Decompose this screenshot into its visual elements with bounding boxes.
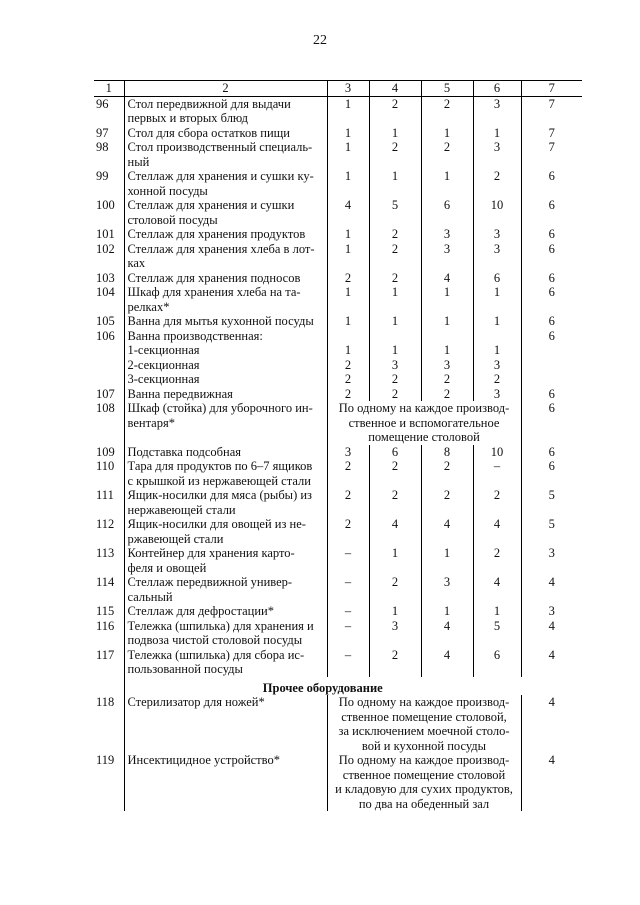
cell-c6: 1	[473, 314, 521, 329]
cell-c6: 4	[473, 575, 521, 604]
cell-c4: 6	[369, 445, 421, 460]
row-number: 107	[94, 387, 124, 402]
cell-c7: 6	[548, 401, 555, 415]
cell-c7: 7	[548, 125, 555, 140]
item-name	[124, 96, 327, 126]
cell-c4: 5	[369, 198, 421, 227]
item-name	[124, 314, 327, 329]
cell-c7: 6	[548, 285, 555, 299]
cell-c7: 3	[548, 604, 555, 618]
cell-c5: 8	[421, 445, 473, 460]
span-note-line: ственное помещение столовой,	[341, 709, 507, 724]
equipment-table	[94, 80, 582, 811]
cell-c4: 1	[369, 546, 421, 575]
cell-c6: 3	[473, 96, 521, 126]
cell-c7: 4	[548, 647, 555, 662]
cell-c6: 3	[473, 227, 521, 242]
item-name-line: Тележка (шпилька) для хранения и	[127, 618, 314, 633]
item-name-line: Стеллаж для хранения продуктов	[127, 227, 306, 241]
item-name	[124, 445, 327, 460]
item-name-line: Контейнер для хранения карто-	[127, 546, 295, 560]
row-number: 114	[94, 575, 124, 604]
item-name	[124, 517, 327, 546]
column-header-5: 5	[421, 81, 473, 97]
row-number: 119	[94, 753, 124, 811]
span-note-line: По одному на каждое производ-	[338, 695, 510, 709]
cell-c4: 3	[369, 619, 421, 648]
cell-c4: 1	[369, 285, 421, 314]
row-number: 102	[94, 242, 124, 271]
cell-c4: 4	[369, 517, 421, 546]
item-name-line: столовой посуды	[127, 212, 218, 227]
table-row	[94, 271, 582, 286]
cell-c3: 1	[327, 242, 369, 271]
table-row	[94, 619, 582, 648]
column-header-6: 6	[473, 81, 521, 97]
cell-c5: 3	[421, 358, 473, 373]
cell-c7: 6	[548, 328, 555, 343]
cell-c4: 2	[369, 227, 421, 242]
item-name	[124, 619, 327, 648]
cell-c3: 1	[327, 126, 369, 141]
table-row	[94, 648, 582, 677]
span-note-line: По одному на каждое производ-	[338, 401, 510, 415]
item-name-line: ный	[127, 154, 150, 169]
cell-c5: 2	[421, 372, 473, 387]
item-name-line: первых и вторых блюд	[127, 111, 248, 125]
row-number: 115	[94, 604, 124, 619]
cell-c3: 3	[327, 445, 369, 460]
span-note	[327, 695, 521, 753]
cell-c5: 1	[421, 169, 473, 198]
table-row	[94, 140, 582, 169]
table-row	[94, 695, 582, 753]
table-row	[94, 329, 582, 344]
item-name-line: Шкаф для хранения хлеба на та-	[127, 285, 301, 299]
cell-c3: –	[327, 648, 369, 677]
row-number: 109	[94, 445, 124, 460]
cell-c3	[327, 329, 369, 344]
item-name	[124, 329, 327, 344]
cell-c7: 4	[548, 575, 555, 589]
item-name	[124, 753, 327, 811]
item-name	[124, 285, 327, 314]
item-name-line: Ящик-носилки для мяса (рыбы) из	[127, 488, 312, 502]
item-name	[124, 546, 327, 575]
cell-c5: 3	[421, 227, 473, 242]
row-number: 111	[94, 488, 124, 517]
cell-c7: 4	[548, 695, 555, 709]
cell-c4: 2	[369, 387, 421, 402]
cell-c3: 1	[327, 169, 369, 198]
row-number: 97	[94, 126, 124, 141]
cell-c5: 2	[421, 140, 473, 169]
table-row	[94, 343, 582, 358]
cell-c5: 4	[421, 648, 473, 677]
cell-c6: 2	[473, 488, 521, 517]
row-number: 100	[94, 198, 124, 227]
cell-c3: 1	[327, 343, 369, 358]
table-row	[94, 445, 582, 460]
page-number: 22	[313, 33, 327, 48]
cell-c3: –	[327, 619, 369, 648]
cell-c6: 1	[473, 126, 521, 141]
row-number: 101	[94, 227, 124, 242]
cell-c4: 2	[369, 96, 421, 126]
item-name-line: 1-секционная	[127, 343, 200, 357]
item-name-line: Подставка подсобная	[127, 444, 242, 459]
cell-c3: 2	[327, 358, 369, 373]
table-row	[94, 372, 582, 387]
cell-c5: 1	[421, 604, 473, 619]
cell-c7: 6	[548, 314, 555, 328]
cell-c3: 1	[327, 96, 369, 126]
table-row	[94, 575, 582, 604]
table-row	[94, 242, 582, 271]
cell-c5: 4	[421, 271, 473, 286]
table-row	[94, 604, 582, 619]
item-name	[124, 140, 327, 169]
item-name-line: Стеллаж передвижной универ-	[127, 575, 293, 589]
item-name-line: сальный	[127, 589, 173, 604]
column-header-7: 7	[521, 81, 582, 97]
cell-c6: 2	[473, 546, 521, 575]
cell-c5: 4	[421, 619, 473, 648]
cell-c7: 6	[548, 198, 555, 212]
item-name-line: Стол производственный специаль-	[127, 140, 313, 154]
cell-c6: 10	[473, 445, 521, 460]
cell-c6: 1	[473, 285, 521, 314]
item-name-line: Инсектицидное устройство*	[127, 753, 280, 767]
cell-c5: 2	[421, 459, 473, 488]
item-name	[124, 227, 327, 242]
item-name-line: Стол для сбора остатков пищи	[127, 125, 290, 140]
cell-c7: 6	[548, 169, 555, 183]
item-name-line: с крышкой из нержавеющей стали	[127, 473, 311, 488]
table-row	[94, 753, 582, 811]
item-name-line: Ванна производственная:	[127, 328, 263, 343]
item-name-line: Стеллаж для хранения хлеба в лот-	[127, 241, 315, 256]
cell-c7	[521, 358, 582, 373]
item-name-line: Стеллаж для дефростации*	[127, 604, 274, 618]
cell-c7: 5	[548, 517, 555, 531]
cell-c4	[369, 329, 421, 344]
table-row	[94, 517, 582, 546]
cell-c7	[521, 372, 582, 387]
row-number: 110	[94, 459, 124, 488]
cell-c5: 6	[421, 198, 473, 227]
cell-c6: 2	[473, 372, 521, 387]
item-name-line: 3-секционная	[127, 372, 200, 386]
cell-c4: 2	[369, 575, 421, 604]
row-number: 116	[94, 619, 124, 648]
item-name	[124, 604, 327, 619]
item-name-line: Стерилизатор для ножей*	[127, 695, 265, 709]
row-number: 103	[94, 271, 124, 286]
cell-c7: 7	[548, 96, 555, 111]
row-number	[94, 372, 124, 387]
cell-c6	[473, 329, 521, 344]
column-header-1: 1	[94, 81, 124, 97]
cell-c6: –	[473, 459, 521, 488]
row-number: 96	[94, 96, 124, 126]
cell-c5: 2	[421, 387, 473, 402]
span-note-line: По одному на каждое производ-	[338, 753, 510, 767]
cell-c3: 2	[327, 459, 369, 488]
table-row	[94, 387, 582, 402]
section-row	[94, 677, 582, 696]
span-note-line: и кладовую для сухих продуктов,	[335, 782, 513, 796]
cell-c7	[521, 343, 582, 358]
cell-c3: 1	[327, 314, 369, 329]
item-name-line: нержавеющей стали	[127, 502, 236, 517]
cell-c3: 2	[327, 517, 369, 546]
cell-c7: 6	[548, 241, 555, 256]
cell-c4: 2	[369, 648, 421, 677]
cell-c4: 1	[369, 314, 421, 329]
row-number: 118	[94, 695, 124, 753]
cell-c6: 10	[473, 198, 521, 227]
cell-c4: 3	[369, 358, 421, 373]
cell-c5: 1	[421, 546, 473, 575]
table-row	[94, 96, 582, 126]
row-number: 98	[94, 140, 124, 169]
item-name-line: Стеллаж для хранения и сушки ку-	[127, 169, 314, 183]
item-name-line: подвоза чистой столовой посуды	[127, 633, 303, 647]
cell-c4: 2	[369, 242, 421, 271]
cell-c4: 1	[369, 169, 421, 198]
table-row	[94, 314, 582, 329]
item-name-line: Тара для продуктов по 6–7 ящиков	[127, 459, 313, 473]
item-name	[124, 401, 327, 445]
cell-c6: 3	[473, 358, 521, 373]
item-name	[124, 271, 327, 286]
cell-c6: 4	[473, 517, 521, 546]
table-row	[94, 546, 582, 575]
item-name-line: Тележка (шпилька) для сбора ис-	[127, 647, 305, 662]
section-empty	[521, 677, 582, 696]
cell-c7: 6	[548, 227, 555, 241]
item-name-line: вентаря*	[127, 415, 175, 430]
row-number: 117	[94, 648, 124, 677]
cell-c3: –	[327, 604, 369, 619]
item-name	[124, 648, 327, 677]
cell-c7: 5	[548, 488, 555, 502]
row-number	[94, 358, 124, 373]
item-name-line: релках*	[127, 299, 170, 314]
cell-c6: 1	[473, 343, 521, 358]
cell-c4: 2	[369, 372, 421, 387]
cell-c3: 1	[327, 227, 369, 242]
cell-c7: 6	[548, 386, 555, 401]
item-name	[124, 198, 327, 227]
column-header-3: 3	[327, 81, 369, 97]
table-row	[94, 126, 582, 141]
cell-c7: 4	[548, 618, 555, 633]
item-name	[124, 488, 327, 517]
cell-c5: 2	[421, 96, 473, 126]
span-note	[327, 753, 521, 811]
span-note	[327, 401, 521, 445]
item-name-line: Ящик-носилки для овощей из не-	[127, 517, 306, 531]
span-note-line: за исключением моечной столо-	[338, 724, 510, 738]
row-number: 99	[94, 169, 124, 198]
cell-c4: 2	[369, 140, 421, 169]
cell-c7: 7	[548, 140, 555, 154]
cell-c6: 5	[473, 619, 521, 648]
table-row	[94, 169, 582, 198]
table-row	[94, 488, 582, 517]
cell-c7: 3	[548, 546, 555, 560]
cell-c5: 1	[421, 314, 473, 329]
item-name	[124, 358, 327, 373]
cell-c6: 1	[473, 604, 521, 619]
cell-c3: 1	[327, 140, 369, 169]
cell-c4: 1	[369, 604, 421, 619]
cell-c3: 2	[327, 271, 369, 286]
column-header-4: 4	[369, 81, 421, 97]
item-name	[124, 169, 327, 198]
item-name-line: Стеллаж для хранения подносов	[127, 270, 301, 285]
cell-c6: 3	[473, 242, 521, 271]
table-row	[94, 401, 582, 445]
cell-c3: 2	[327, 387, 369, 402]
cell-c4: 2	[369, 271, 421, 286]
table-row	[94, 227, 582, 242]
row-number: 105	[94, 314, 124, 329]
row-number	[94, 343, 124, 358]
item-name	[124, 242, 327, 271]
cell-c7: 6	[548, 270, 555, 285]
cell-c4: 1	[369, 126, 421, 141]
cell-c5: 2	[421, 488, 473, 517]
item-name-line: Стеллаж для хранения и сушки	[127, 198, 295, 212]
item-name	[124, 126, 327, 141]
item-name-line: Ванна для мытья кухонной посуды	[127, 314, 314, 328]
cell-c6: 2	[473, 169, 521, 198]
item-name-line: Шкаф (стойка) для уборочного ин-	[127, 401, 313, 415]
item-name	[124, 575, 327, 604]
item-name-line: 2-секционная	[127, 357, 200, 372]
cell-c5: 1	[421, 285, 473, 314]
row-number: 104	[94, 285, 124, 314]
cell-c5: 1	[421, 343, 473, 358]
cell-c5: 3	[421, 575, 473, 604]
span-note-line: ственное и вспомогательное	[348, 415, 500, 430]
cell-c3: –	[327, 575, 369, 604]
item-name	[124, 387, 327, 402]
cell-c6: 6	[473, 271, 521, 286]
header-row	[94, 81, 582, 97]
item-name	[124, 343, 327, 358]
item-name-line: Стол передвижной для выдачи	[127, 96, 291, 111]
table-row	[94, 198, 582, 227]
section-title: Прочее оборудование	[262, 680, 383, 695]
cell-c6: 3	[473, 387, 521, 402]
span-note-line: вой и кухонной посуды	[361, 738, 487, 753]
cell-c7: 6	[548, 444, 555, 459]
item-name-line: пользованной посуды	[127, 662, 243, 676]
cell-c5: 4	[421, 517, 473, 546]
item-name-line: ках	[127, 256, 146, 270]
cell-c3: 4	[327, 198, 369, 227]
cell-c4: 2	[369, 459, 421, 488]
cell-c6: 6	[473, 648, 521, 677]
item-name-line: Ванна передвижная	[127, 386, 233, 401]
row-number: 108	[94, 401, 124, 445]
cell-c3: 1	[327, 285, 369, 314]
item-name-line: ржавеющей стали	[127, 531, 224, 546]
cell-c4: 1	[369, 343, 421, 358]
span-note-line: ственное помещение столовой	[342, 767, 506, 782]
cell-c5: 3	[421, 242, 473, 271]
cell-c3: 2	[327, 488, 369, 517]
span-note-line: по два на обеденный зал	[358, 796, 490, 811]
item-name	[124, 695, 327, 753]
table-row	[94, 285, 582, 314]
table-row	[94, 459, 582, 488]
cell-c3: –	[327, 546, 369, 575]
row-number: 113	[94, 546, 124, 575]
column-header-2: 2	[124, 81, 327, 97]
cell-c3: 2	[327, 372, 369, 387]
item-name	[124, 372, 327, 387]
item-name-line: хонной посуды	[127, 183, 208, 198]
row-number: 106	[94, 329, 124, 344]
table-row	[94, 358, 582, 373]
cell-c7: 6	[548, 459, 555, 473]
cell-c6: 3	[473, 140, 521, 169]
item-name	[124, 459, 327, 488]
section-gap	[94, 677, 124, 696]
cell-c4: 2	[369, 488, 421, 517]
cell-c5: 1	[421, 126, 473, 141]
row-number: 112	[94, 517, 124, 546]
span-note-line: помещение столовой	[368, 430, 480, 444]
cell-c7: 4	[548, 753, 555, 767]
item-name-line: феля и овощей	[127, 560, 207, 575]
cell-c5	[421, 329, 473, 344]
